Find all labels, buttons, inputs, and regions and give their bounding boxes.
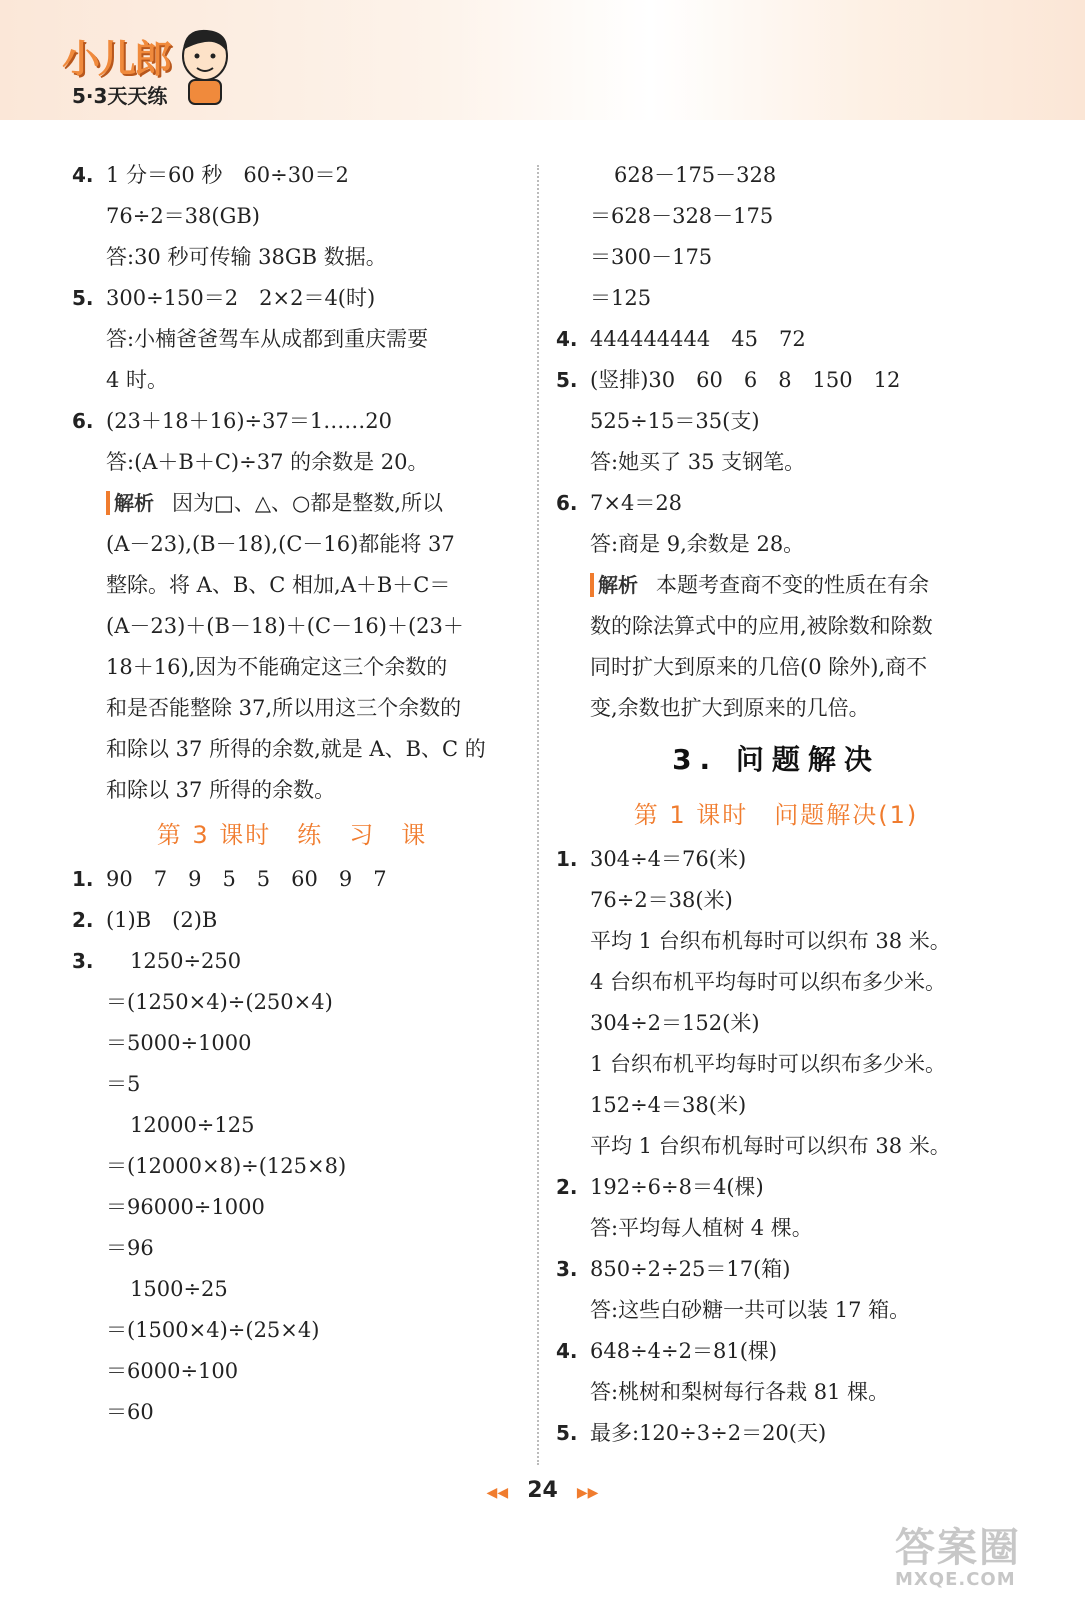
list-item: 304÷2＝152(米) — [590, 1011, 760, 1035]
list-item: 12000÷125 — [130, 1113, 255, 1137]
list-item: 76÷2＝38(GB) — [106, 204, 260, 228]
list-item: 答:(A＋B＋C)÷37 的余数是 20。 — [106, 450, 429, 474]
list-item: 整除。将 A、B、C 相加,A＋B＋C＝ — [106, 573, 451, 597]
lesson-title: 第 3 课时 练 习 课 — [156, 821, 428, 849]
list-item: 平均 1 台织布机每时可以织布 38 米。 — [590, 929, 951, 953]
list-item: 和是否能整除 37,所以用这三个余数的 — [106, 696, 462, 720]
analysis-block: 解析 本题考查商不变的性质在有余 — [556, 565, 996, 606]
list-item: 答:这些白砂糖一共可以装 17 箱。 — [590, 1298, 911, 1322]
list-item: ＝5 — [106, 1072, 141, 1096]
lesson-title: 第 1 课时 问题解决(1) — [633, 801, 919, 829]
list-item: ＝6000÷100 — [106, 1359, 239, 1383]
page-footer — [0, 1478, 1085, 1503]
list-item: ＝96000÷1000 — [106, 1195, 265, 1219]
list-item: 1. 304÷4＝76(米) — [556, 847, 747, 871]
section-title: 3. 问题解决 — [672, 743, 880, 776]
list-item: 4. 1 分＝60 秒 60÷30＝2 — [72, 163, 349, 187]
list-item: 2. (1)B (2)B — [72, 908, 218, 932]
watermark-title: 答案圈 — [895, 1525, 1021, 1571]
list-item: 6. (23＋18＋16)÷37＝1……20 — [72, 409, 392, 433]
list-item: ＝(1500×4)÷(25×4) — [106, 1318, 320, 1342]
page-number: 24 — [527, 1478, 558, 1503]
list-item: 答:小楠爸爸驾车从成都到重庆需要 — [106, 327, 429, 351]
list-item: 答:她买了 35 支钢笔。 — [590, 450, 806, 474]
analysis-label: 解析 — [106, 491, 154, 515]
list-item: ＝60 — [106, 1400, 154, 1424]
list-item: 628－175－328 — [614, 163, 777, 187]
list-item: 4. 444444444 45 72 — [556, 327, 806, 351]
column-divider — [537, 165, 539, 1465]
list-item: 4. 648÷4÷2＝81(棵) — [556, 1339, 778, 1363]
list-item: ＝(12000×8)÷(125×8) — [106, 1154, 347, 1178]
list-item: 1500÷25 — [130, 1277, 228, 1301]
list-item: 5. 300÷150＝2 2×2＝4(时) — [72, 286, 376, 310]
left-column — [72, 155, 512, 1433]
list-item: 答:30 秒可传输 38GB 数据。 — [106, 245, 387, 269]
list-item: 和除以 37 所得的余数,就是 A、B、C 的 — [106, 737, 486, 761]
list-item: ＝5000÷1000 — [106, 1031, 252, 1055]
series-name: 5·3天天练 — [72, 84, 168, 108]
list-item: 答:桃树和梨树每行各栽 81 棵。 — [590, 1380, 890, 1404]
brand-name: 小儿郎 — [62, 37, 171, 81]
watermark-url: MXQE.COM — [895, 1569, 1016, 1590]
list-item: (A－23),(B－18),(C－16)都能将 37 — [106, 532, 455, 556]
list-item: ＝125 — [590, 286, 652, 310]
list-item: 6. 7×4＝28 — [556, 491, 683, 515]
list-item: 同时扩大到原来的几倍(0 除外),商不 — [590, 655, 928, 679]
list-item: 2. 192÷6÷8＝4(棵) — [556, 1175, 764, 1199]
list-item: 平均 1 台织布机每时可以织布 38 米。 — [590, 1134, 951, 1158]
list-item: ＝628－328－175 — [590, 204, 774, 228]
list-item: 和除以 37 所得的余数。 — [106, 778, 336, 802]
list-item: ＝(1250×4)÷(250×4) — [106, 990, 333, 1014]
next-arrow-icon: ▶▶ — [576, 1485, 599, 1501]
list-item: 答:平均每人植树 4 棵。 — [590, 1216, 813, 1240]
list-item: 1 台织布机平均每时可以织布多少米。 — [590, 1052, 947, 1076]
list-item: 5. (竖排)30 60 6 8 150 12 — [556, 368, 901, 392]
list-item: ＝300－175 — [590, 245, 713, 269]
list-item: 4 台织布机平均每时可以织布多少米。 — [590, 970, 947, 994]
prev-arrow-icon: ◀◀ — [486, 1485, 509, 1501]
list-item: 答:商是 9,余数是 28。 — [590, 532, 805, 556]
boy-mascot-icon — [175, 26, 235, 106]
analysis-label: 解析 — [590, 573, 638, 597]
right-column — [556, 155, 996, 1454]
list-item: 3. 850÷2÷25＝17(箱) — [556, 1257, 791, 1281]
list-item: 变,余数也扩大到原来的几倍。 — [590, 696, 870, 720]
list-item: 18＋16),因为不能确定这三个余数的 — [106, 655, 448, 679]
list-item: ＝96 — [106, 1236, 154, 1260]
list-item: 76÷2＝38(米) — [590, 888, 733, 912]
list-item: 数的除法算式中的应用,被除数和除数 — [590, 614, 933, 638]
list-item: 5. 最多:120÷3÷2＝20(天) — [556, 1421, 827, 1445]
list-item: 1. 90 7 9 5 5 60 9 7 — [72, 867, 387, 891]
list-item: (A－23)＋(B－18)＋(C－16)＋(23＋ — [106, 614, 464, 638]
list-item: 3. 1250÷250 — [72, 949, 242, 973]
list-item: 152÷4＝38(米) — [590, 1093, 747, 1117]
list-item: 4 时。 — [106, 368, 169, 392]
analysis-block: 解析 因为□、△、○都是整数,所以 — [72, 483, 512, 524]
site-watermark — [895, 1516, 1065, 1590]
list-item: 525÷15＝35(支) — [590, 409, 760, 433]
